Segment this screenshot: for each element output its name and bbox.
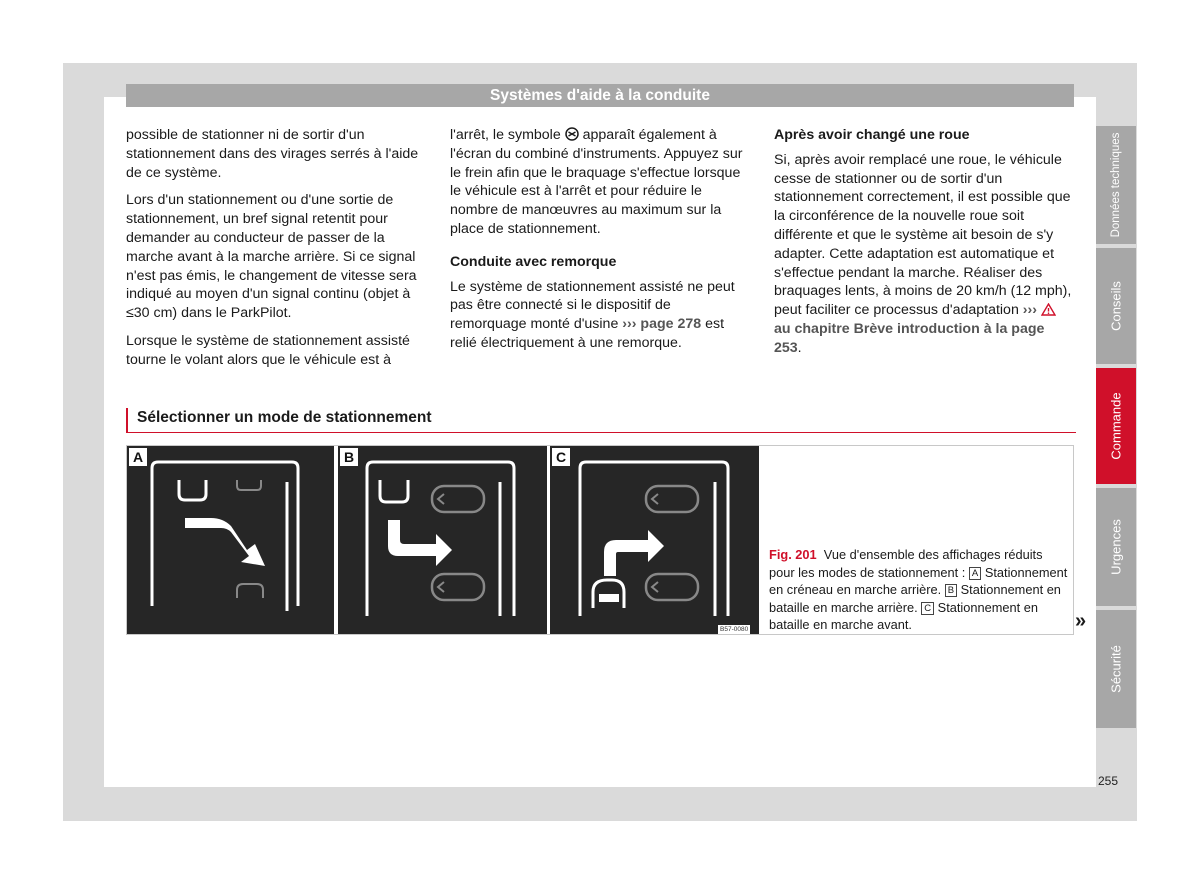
subheading: Conduite avec remorque	[450, 253, 617, 270]
tab-label: Données techniques	[1110, 132, 1122, 238]
continue-marker: »	[1075, 610, 1087, 632]
text-column-3	[774, 126, 1074, 367]
subheading: Après avoir changé une roue	[774, 127, 970, 143]
side-tab-urgences[interactable]	[1096, 488, 1136, 606]
figure-caption	[769, 546, 1069, 634]
panel-label: A	[129, 448, 147, 466]
parallel-parking-diagram	[127, 446, 334, 634]
text: est relié électriquement à une remorque.	[450, 316, 725, 351]
panel-label: C	[552, 448, 570, 466]
text: apparaît également à l'écran du combiné d'instruments. Appuyez sur le frein afin que le braquage s'effectue lorsque le véhicule est à l'arrêt et pour réduire le nombre de manœuvres au maximum sur la place de stationnement.	[450, 127, 743, 237]
paragraph	[450, 278, 750, 353]
chapter-link[interactable]: au chapitre Brève introduction à la page 253	[774, 320, 1045, 356]
text-column-2	[450, 126, 750, 362]
paragraph	[450, 126, 750, 239]
paragraph: Lorsque le système de stationnement assisté tourne le volant alors que le véhicule est à	[126, 332, 410, 368]
caption-text: Stationnement en bataille en marche arrière.	[769, 582, 1061, 615]
page-number: 255	[1098, 774, 1119, 788]
figure-panel-a	[127, 446, 334, 634]
section-heading	[126, 408, 1076, 433]
text-column-1	[126, 126, 426, 379]
text: l'arrêt, le symbole	[450, 127, 561, 143]
page-link[interactable]: ››› page 278	[622, 316, 702, 333]
side-tab-securite[interactable]	[1096, 610, 1136, 728]
figure-panel-c	[550, 446, 759, 634]
panel-ref: B	[945, 584, 957, 597]
paragraph: possible de stationner ni de sortir d'un stationnement dans des virages serrés à l'aide de ce système.	[126, 127, 419, 181]
text: Le système de stationnement assisté ne peut pas être connecté si le dispositif de remorquage monté d'usine	[450, 278, 735, 333]
text: Si, après avoir remplacé une roue, le véhicule cesse de stationner ou de sortir d'un stationnement correctement, il est possible que la circonférence de la nouvelle roue soit différente et que le système ait besoin de s'y adapter. Cette adaptation est automatique et s'effectue pendant la marche. Réaliser des braquages lents, à moins de 20 km/h (12 mph), peut faciliter ce processus d'adaptation	[774, 151, 1072, 319]
caption-text: Stationnement en bataille en marche avant.	[769, 599, 1038, 632]
tab-label: Sécurité	[1108, 645, 1124, 693]
caption-text: Vue d'ensemble des affichages réduits pour les modes de stationnement :	[769, 547, 1043, 580]
paragraph	[774, 151, 1074, 358]
chapter-header: Systèmes d'aide à la conduite	[126, 84, 1074, 107]
side-tab-donnees-techniques[interactable]	[1096, 126, 1136, 244]
text: .	[797, 339, 802, 356]
reverse-bay-parking-diagram	[338, 446, 547, 634]
panel-ref: A	[969, 567, 981, 580]
figure-panel-b	[338, 446, 547, 634]
tab-label: Conseils	[1108, 281, 1124, 331]
section-title: Sélectionner un mode de stationnement	[137, 409, 432, 426]
forward-bay-parking-diagram	[550, 446, 759, 634]
warning-icon	[1041, 303, 1056, 316]
figure-code: B57-0080	[720, 626, 749, 633]
tab-label: Commande	[1108, 392, 1124, 460]
figure-number: Fig. 201	[769, 547, 817, 562]
panel-label: B	[340, 448, 358, 466]
link-chevrons: ›››	[1022, 302, 1037, 319]
side-tab-commande[interactable]	[1096, 368, 1136, 484]
paragraph: Lors d'un stationnement ou d'une sortie de stationnement, un bref signal retentit pour demander au conducteur de passer de la marche avant à la marche arrière. Si ce signal n'est pas émis, le changement de vitesse sera indiqué au moyen d'un signal continu (objet à ≤30 cm) dans le ParkPilot.	[126, 192, 417, 322]
side-tab-conseils[interactable]	[1096, 248, 1136, 364]
caption-text: Stationnement en créneau en marche arrière.	[769, 564, 1068, 597]
steering-symbol-icon	[565, 127, 579, 141]
tab-label: Urgences	[1108, 519, 1124, 575]
panel-ref: C	[921, 602, 934, 615]
